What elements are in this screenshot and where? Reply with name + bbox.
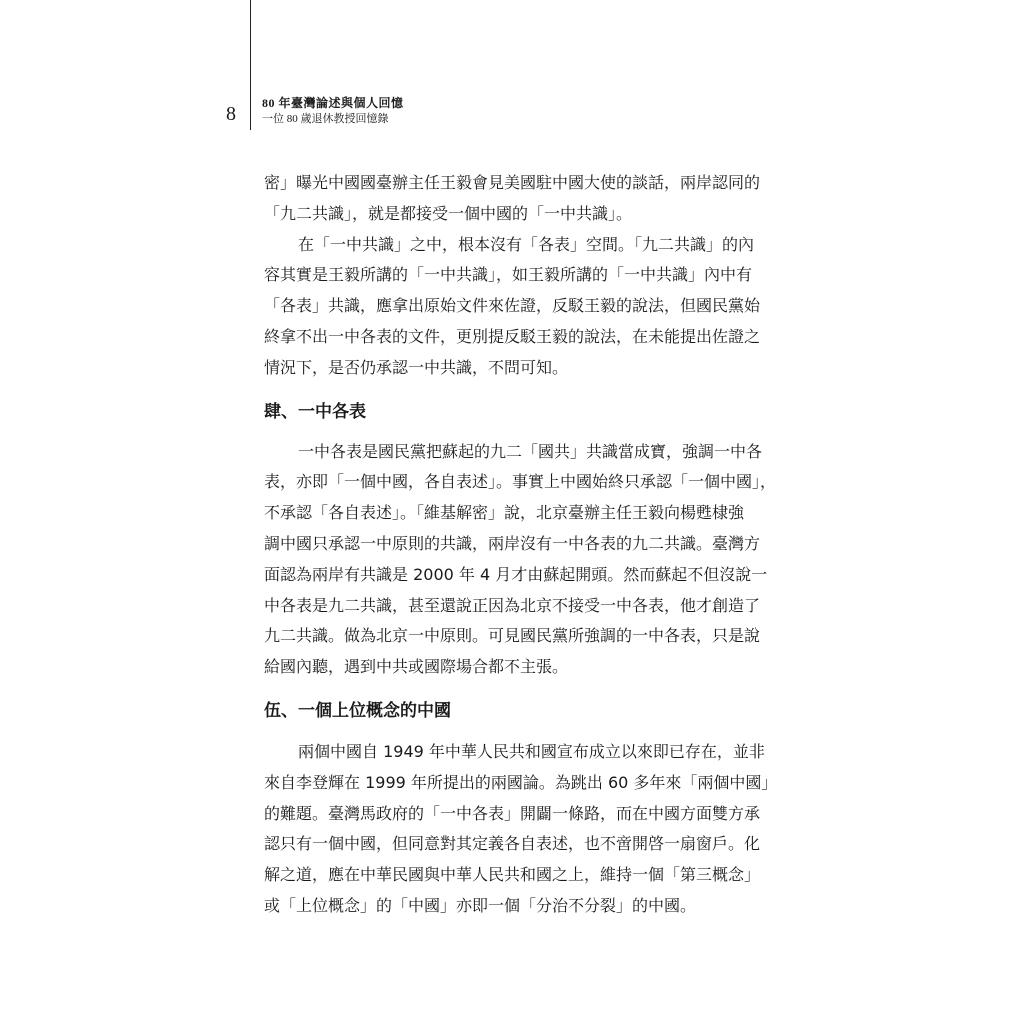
paragraph (264, 437, 780, 683)
text-line: 中各表是九二共識，甚至還說正因為北京不接受一中各表，他才創造了 (264, 595, 761, 615)
text-line: 不承認「各自表述」。「維基解密」說，北京臺辦主任王毅向楊甦棣強 (264, 503, 745, 523)
running-head (262, 95, 404, 127)
text-line: 表，亦即「一個中國，各自表述」。事實上中國始終只承認「一個中國」， (264, 472, 777, 492)
text-line: 「各表」共識，應拿出原始文件來佐證，反駁王毅的說法，但國民黨始 (264, 296, 761, 316)
paragraph-continuation (264, 168, 780, 230)
header-vertical-rule (250, 0, 251, 130)
text-line: 容其實是王毅所講的「一中共識」，如王毅所講的「一中共識」內中有 (264, 265, 753, 285)
text-line: 九二共識。做為北京一中原則。可見國民黨所強調的一中各表，只是說 (264, 626, 761, 646)
page-number: 8 (226, 103, 236, 125)
paragraph (264, 230, 780, 384)
text-line: 終拿不出一中各表的文件，更別提反駁王毅的說法，在未能提出佐證之 (264, 326, 761, 346)
text-line: 密」曝光中國國臺辦主任王毅會見美國駐中國大使的談話，兩岸認同的 (264, 173, 761, 192)
text-line: 給國內聽，遇到中共或國際場合都不主張。 (264, 657, 569, 677)
text-line: 面認為兩岸有共識是 2000 年 4 月才由蘇起開頭。然而蘇起不但沒說一 (264, 564, 768, 584)
text-line: 「九二共識」，就是都接受一個中國的「一中共識」。 (264, 203, 633, 223)
section-heading: 肆、一中各表 (264, 401, 366, 422)
text-line: 解之道，應在中華民國與中華人民共和國之上，維持一個「第三概念」 (264, 865, 761, 885)
running-head-subtitle: 一位 80 歲退休教授回憶錄 (262, 113, 389, 125)
text-line: 調中國只承認一中原則的共識，兩岸沒有一中各表的九二共識。臺灣方 (264, 533, 761, 553)
text-line: 情況下，是否仍承認一中共識，不問可知。 (264, 357, 569, 377)
text-line: 的難題。臺灣馬政府的「一中各表」開闢一條路，而在中國方面雙方承 (264, 803, 761, 823)
running-head-title: 80 年臺灣論述與個人回憶 (262, 96, 404, 110)
page-body (264, 168, 780, 922)
text-line: 來自李登輝在 1999 年所提出的兩國論。為跳出 60 多年來「兩個中國」 (264, 772, 778, 792)
text-line: 兩個中國自 1949 年中華人民共和國宣布成立以來即已存在，並非 (298, 741, 765, 761)
section-heading: 伍、一個上位概念的中國 (264, 700, 451, 721)
text-line: 一中各表是國民黨把蘇起的九二「國共」共識當成寶，強調一中各 (298, 441, 763, 461)
text-line: 在「一中共識」之中，根本沒有「各表」空間。「九二共識」的內 (298, 234, 755, 254)
paragraph (264, 737, 780, 922)
text-line: 認只有一個中國，但同意對其定義各自表述，也不啻開啓一扇窗戶。化 (264, 834, 761, 854)
text-line: 或「上位概念」的「中國」亦即一個「分治不分裂」的中國。 (264, 895, 697, 915)
